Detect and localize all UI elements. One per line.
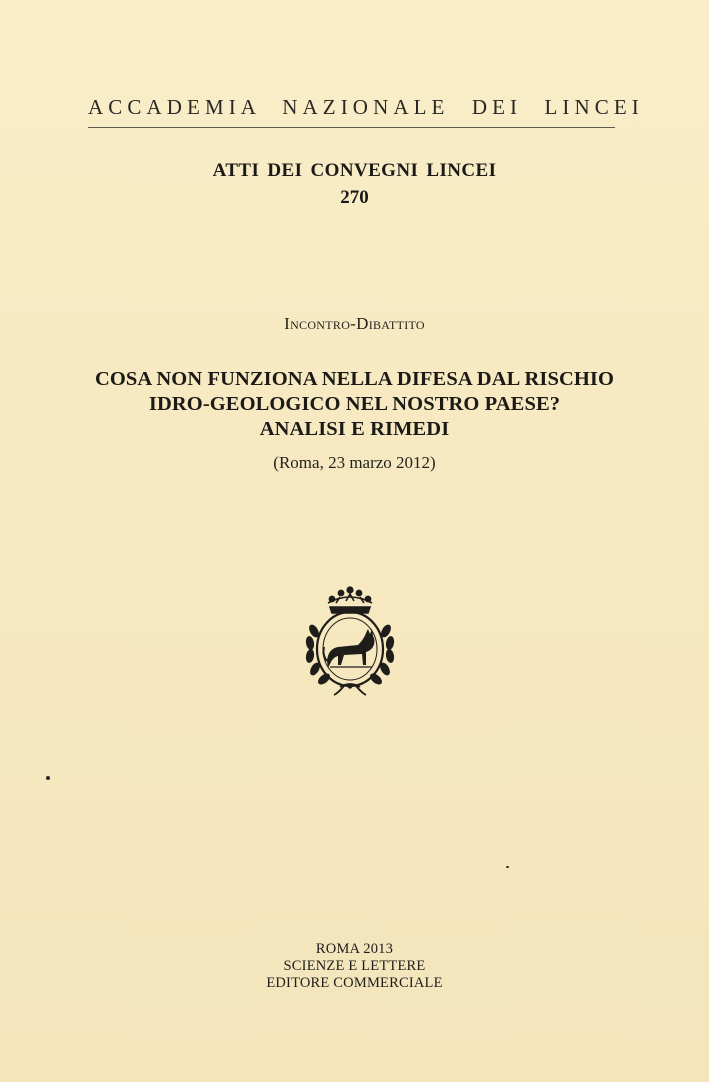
crown-icon bbox=[328, 587, 372, 613]
paper-speck bbox=[506, 866, 509, 868]
paper-speck bbox=[46, 776, 50, 780]
book-title-line: IDRO-GEOLOGICO NEL NOSTRO PAESE? bbox=[148, 393, 561, 415]
book-title-line: COSA NON FUNZIONA NELLA DIFESA DAL RISCHIO bbox=[94, 368, 615, 390]
publisher-line: EDITORE COMMERCIALE bbox=[266, 975, 443, 991]
event-type: Incontro-Dibattito bbox=[284, 314, 425, 333]
event-date: (Roma, 23 marzo 2012) bbox=[273, 453, 436, 472]
academy-name: ACCADEMIA NAZIONALE DEI LINCEI bbox=[88, 95, 644, 119]
series-title: ATTI DEI CONVEGNI LINCEI bbox=[212, 160, 497, 181]
header-rule bbox=[88, 127, 615, 128]
series-number: 270 bbox=[340, 187, 369, 208]
book-title-line: ANALISI E RIMEDI bbox=[259, 418, 450, 440]
lynx-icon bbox=[323, 629, 374, 668]
publisher-line: ROMA 2013 bbox=[315, 941, 394, 957]
publisher-line: SCIENZE E LETTERE bbox=[283, 958, 426, 974]
lynx-crest-icon bbox=[300, 579, 400, 697]
book-title bbox=[0, 367, 709, 442]
publisher-imprint bbox=[0, 941, 709, 992]
